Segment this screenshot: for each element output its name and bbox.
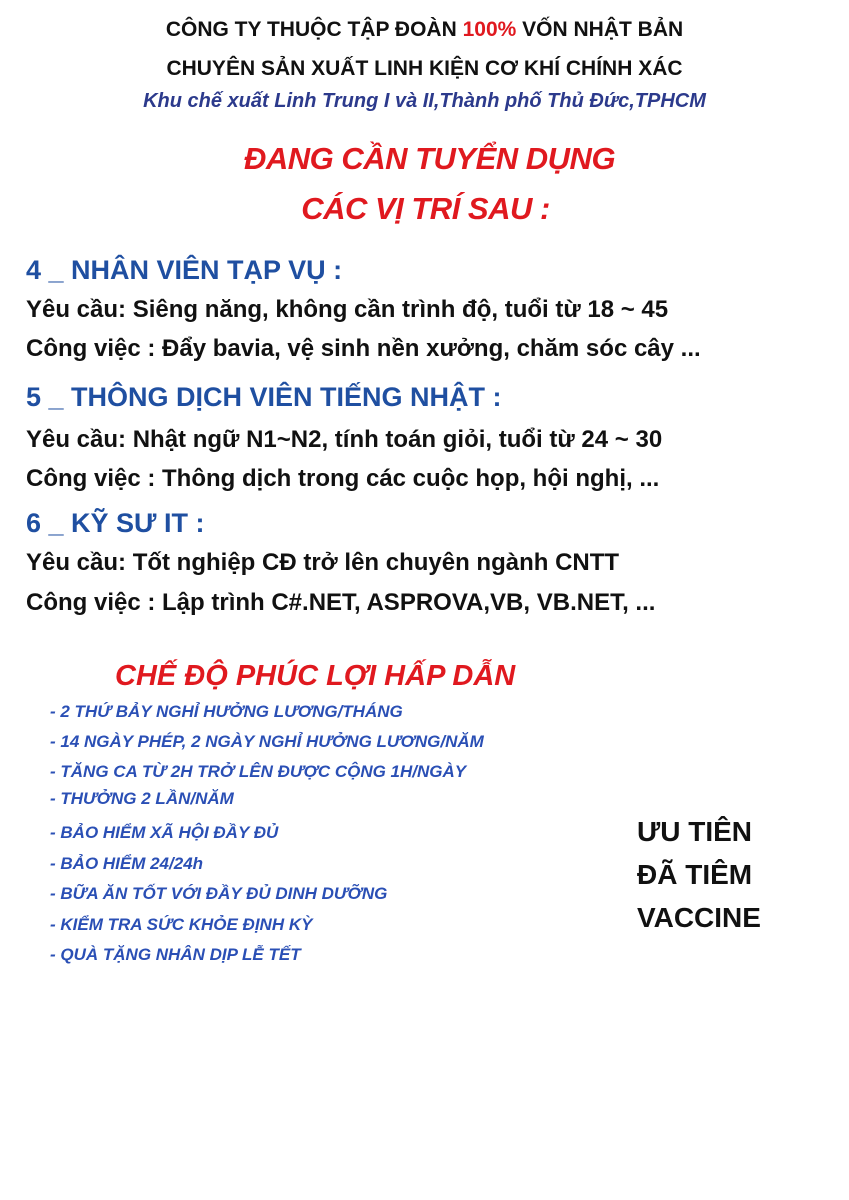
company-header-suffix: VỐN NHẬT BẢN xyxy=(516,18,684,41)
position-duties: Công việc : Lập trình C#.NET, ASPROVA,VB, VB.NET, ... xyxy=(26,589,656,616)
benefit-item: - 14 NGÀY PHÉP, 2 NGÀY NGHỈ HƯỞNG LƯƠNG/NĂM xyxy=(50,732,484,751)
position-title: 4 _ NHÂN VIÊN TẠP VỤ : xyxy=(26,255,343,285)
benefit-item: - THƯỞNG 2 LẦN/NĂM xyxy=(50,789,234,808)
priority-note-line1: ƯU TIÊN xyxy=(637,816,753,847)
benefit-item: - 2 THỨ BẢY NGHỈ HƯỞNG LƯƠNG/THÁNG xyxy=(50,702,403,721)
priority-note-line2: ĐÃ TIÊM xyxy=(637,859,753,890)
hiring-heading-line2: CÁC VỊ TRÍ SAU : xyxy=(301,191,550,226)
position-duties: Công việc : Thông dịch trong các cuộc họp, hội nghị, ... xyxy=(26,465,660,492)
benefit-item: - BỮA ĂN TỐT VỚI ĐẦY ĐỦ DINH DƯỠNG xyxy=(50,884,388,903)
benefit-item: - BẢO HIỂM 24/24h xyxy=(50,854,204,873)
position-requirement: Yêu cầu: Tốt nghiệp CĐ trở lên chuyên ngành CNTT xyxy=(26,549,620,576)
position-duties: Công việc : Đẩy bavia, vệ sinh nền xưởng, chăm sóc cây ... xyxy=(26,335,701,362)
benefits-title: CHẾ ĐỘ PHÚC LỢI HẤP DẪN xyxy=(115,660,516,692)
position-title: 6 _ KỸ SƯ IT : xyxy=(26,508,205,538)
benefit-item: - QUÀ TẶNG NHÂN DỊP LỄ TẾT xyxy=(50,945,301,964)
benefit-item: - TĂNG CA TỪ 2H TRỞ LÊN ĐƯỢC CỘNG 1H/NGÀY xyxy=(50,762,467,781)
company-header-line2: CHUYÊN SẢN XUẤT LINH KIỆN CƠ KHÍ CHÍNH XÁC xyxy=(166,57,683,80)
company-address: Khu chế xuất Linh Trung I và II,Thành phố Thủ Đức,TPHCM xyxy=(143,90,706,112)
company-header-line1 xyxy=(0,18,849,42)
position-requirement: Yêu cầu: Siêng năng, không cần trình độ, tuổi từ 18 ~ 45 xyxy=(26,296,669,323)
benefit-item: - BẢO HIỂM XÃ HỘI ĐẦY ĐỦ xyxy=(50,823,279,842)
benefit-item: - KIỂM TRA SỨC KHỎE ĐỊNH KỲ xyxy=(50,915,313,934)
position-requirement: Yêu cầu: Nhật ngữ N1~N2, tính toán giỏi, tuổi từ 24 ~ 30 xyxy=(26,426,663,453)
hiring-heading-line1: ĐANG CẦN TUYỂN DỤNG xyxy=(243,141,616,176)
company-header-prefix: CÔNG TY THUỘC TẬP ĐOÀN xyxy=(165,18,463,41)
ownership-percent: 100% xyxy=(462,18,517,41)
priority-note-line3: VACCINE xyxy=(637,902,761,933)
position-title: 5 _ THÔNG DỊCH VIÊN TIẾNG NHẬT : xyxy=(26,382,502,412)
